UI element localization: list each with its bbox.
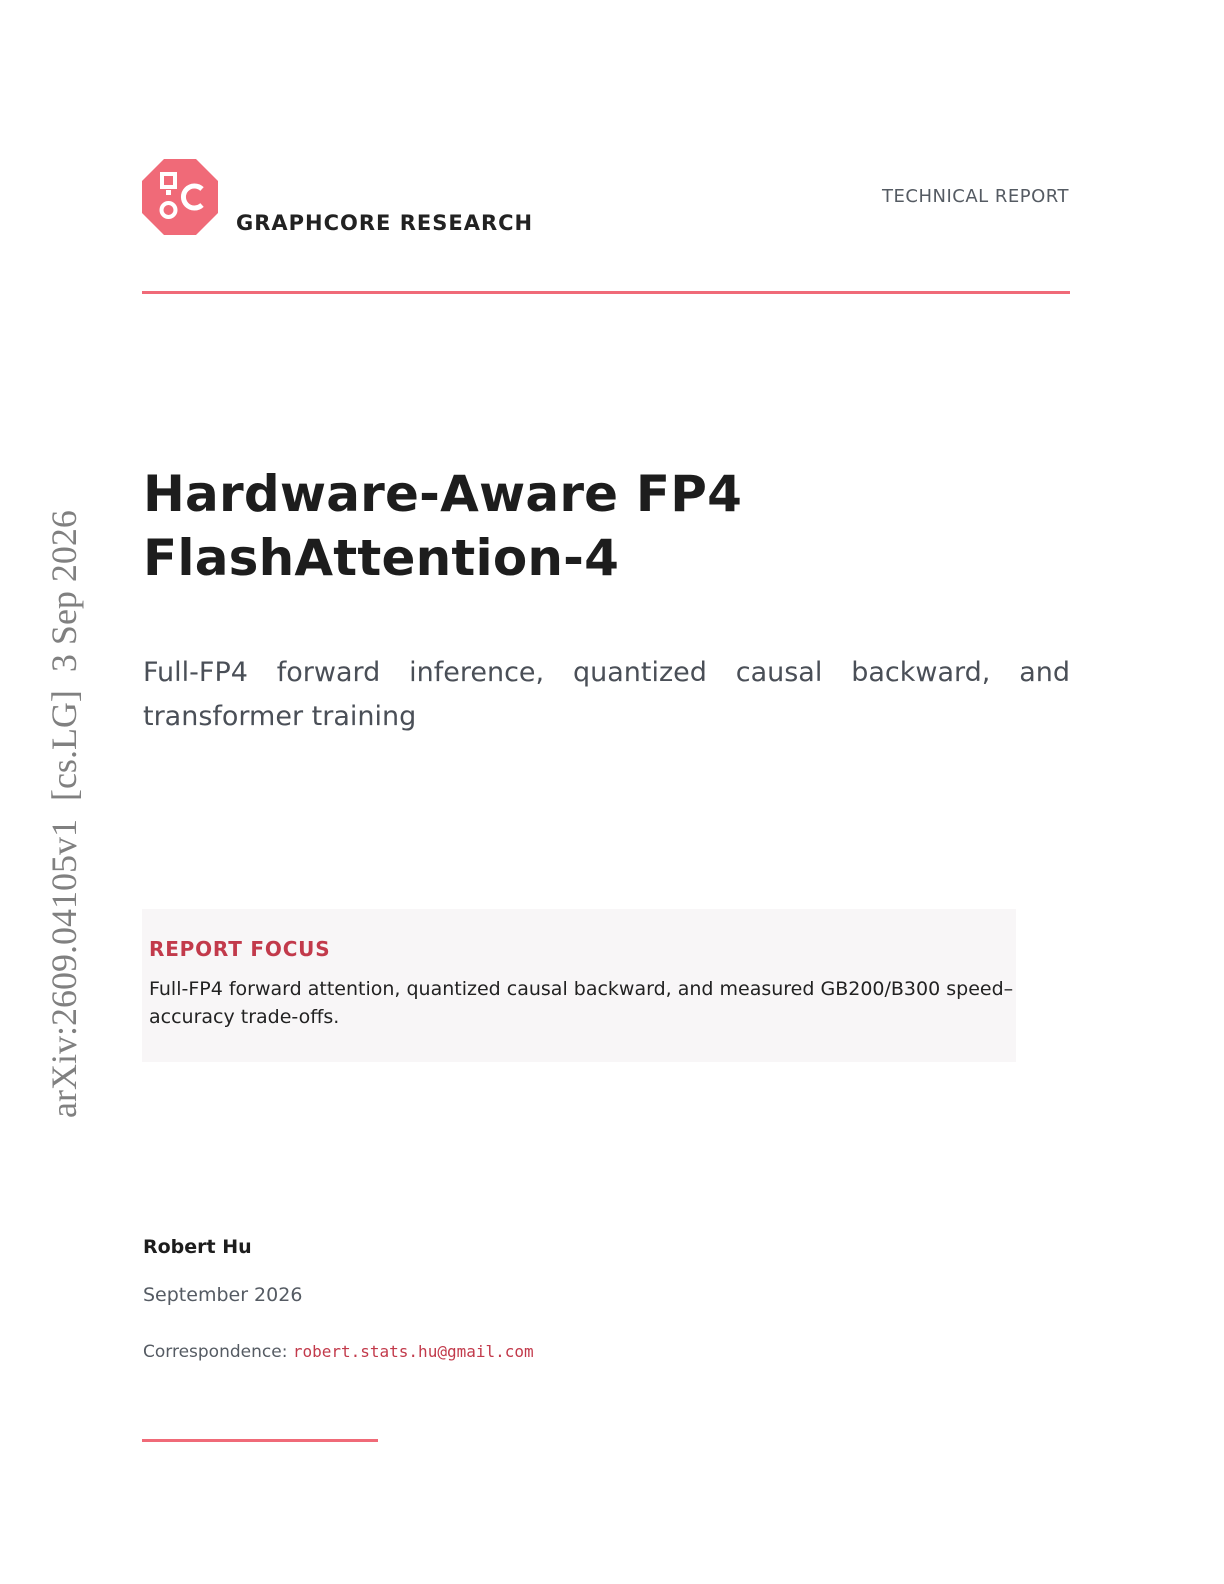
correspondence-label: Correspondence: bbox=[143, 1342, 288, 1362]
paper-subtitle: Full-FP4 forward inference, quantized causal backward, and transformer training bbox=[143, 657, 1070, 732]
paper-title bbox=[143, 462, 742, 590]
title-line-1: Hardware-Aware FP4 bbox=[143, 465, 743, 523]
report-focus-box bbox=[142, 909, 1016, 1062]
publication-date: September 2026 bbox=[143, 1284, 303, 1306]
title-line-2: FlashAttention-4 bbox=[143, 529, 620, 587]
report-focus-heading: REPORT FOCUS bbox=[149, 937, 331, 961]
report-focus-text: Full-FP4 forward attention, quantized causal backward, and measured GB200/B300 speed–accuracy trade-offs. bbox=[149, 978, 1014, 1028]
report-type-label: TECHNICAL REPORT bbox=[882, 186, 1069, 207]
footer-divider bbox=[142, 1439, 378, 1442]
graphcore-logo-icon bbox=[142, 159, 218, 235]
author-name: Robert Hu bbox=[143, 1236, 252, 1258]
organization-name: GRAPHCORE RESEARCH bbox=[236, 211, 534, 235]
arxiv-identifier[interactable]: arXiv:2609.04105v1 [cs.LG] 3 Sep 2026 bbox=[44, 510, 84, 1118]
correspondence-line bbox=[143, 1342, 534, 1362]
correspondence-email-link[interactable]: robert.stats.hu@gmail.com bbox=[292, 1342, 534, 1361]
header-divider bbox=[142, 291, 1070, 294]
